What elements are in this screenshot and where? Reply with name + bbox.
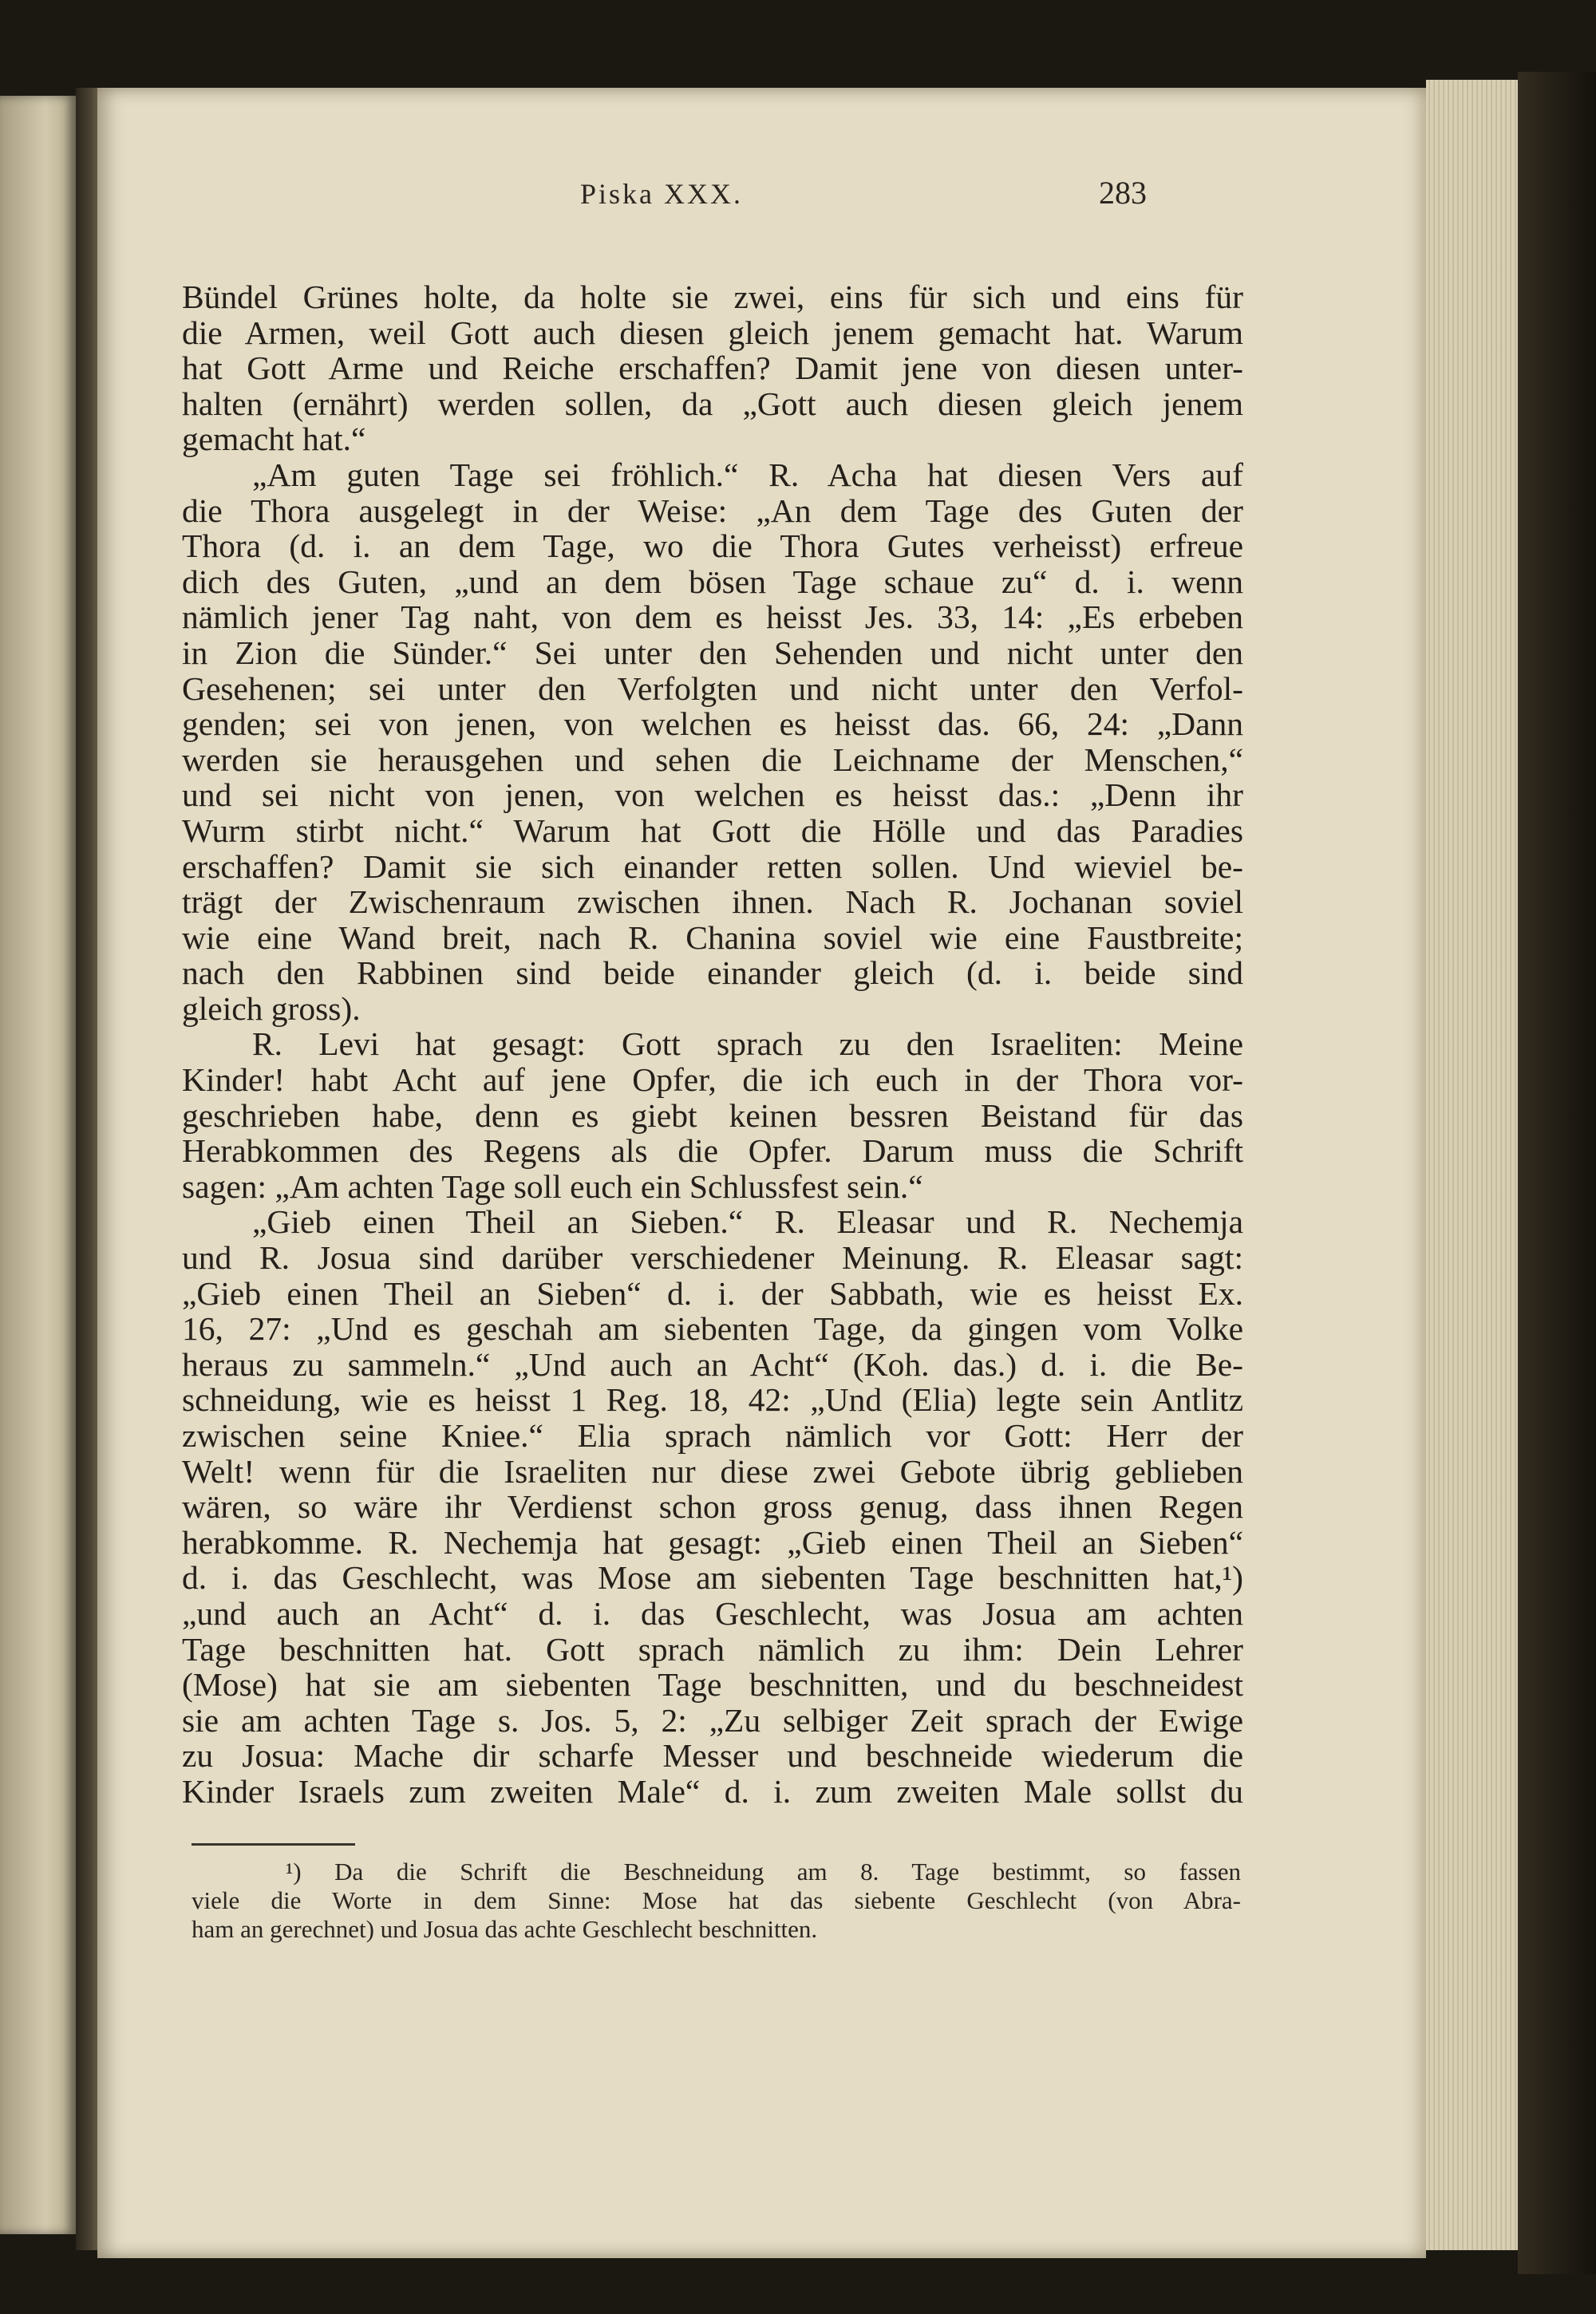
text-line: die Armen, weil Gott auch diesen gleich jenem gemacht hat. Warum: [182, 314, 1243, 351]
text-line: schneidung, wie es heisst 1 Reg. 18, 42: „Und (Elia) legte sein Antlitz: [182, 1381, 1243, 1419]
text-line: Kinder Israels zum zweiten Male“ d. i. zum zweiten Male sollst du: [182, 1772, 1243, 1810]
footnote-line: viele die Worte in dem Sinne: Mose hat das siebente Geschlecht (von Abra-: [192, 1886, 1241, 1914]
text-line: herabkomme. R. Nechemja hat gesagt: „Gieb einen Theil an Sieben“: [182, 1523, 1243, 1561]
footnote-divider: [192, 1843, 355, 1846]
text-line: gleich gross).: [182, 989, 361, 1027]
text-line: zu Josua: Mache dir scharfe Messer und beschneide wiederum die: [182, 1737, 1243, 1775]
text-line: wären, so wäre ihr Verdienst schon gross genug, dass ihnen Regen: [182, 1488, 1243, 1526]
text-line: geschrieben habe, denn es giebt keinen bessren Beistand für das: [182, 1096, 1243, 1134]
text-line: wie eine Wand breit, nach R. Chanina soviel wie eine Faustbreite;: [182, 918, 1243, 956]
book-page: [97, 88, 1426, 2258]
text-line: nämlich jener Tag naht, von dem es heisst Jes. 33, 14: „Es erbeben: [182, 598, 1243, 636]
main-text: [182, 279, 1243, 1810]
text-line: (Mose) hat sie am siebenten Tage beschnitten, und du beschneidest: [182, 1666, 1243, 1704]
text-line: erschaffen? Damit sie sich einander retten sollen. Und wieviel be-: [182, 847, 1243, 885]
text-line: halten (ernährt) werden sollen, da „Gott auch diesen gleich jenem: [182, 385, 1243, 422]
text-line: 16, 27: „Und es geschah am siebenten Tage, da gingen vom Volke: [182, 1310, 1243, 1348]
text-line: Bündel Grünes holte, da holte sie zwei, eins für sich und eins für: [182, 278, 1243, 315]
text-line: Wurm stirbt nicht.“ Warum hat Gott die Hölle und das Paradies: [182, 811, 1243, 849]
text-line: Thora (d. i. an dem Tage, wo die Thora Gutes verheisst) erfreue: [182, 527, 1243, 565]
text-line: hat Gott Arme und Reiche erschaffen? Damit jene von diesen unter-: [182, 349, 1243, 387]
text-line: in Zion die Sünder.“ Sei unter den Sehenden und nicht unter den: [182, 634, 1243, 671]
text-line: werden sie herausgehen und sehen die Leichname der Menschen,“: [182, 740, 1243, 778]
text-line: Gesehenen; sei unter den Verfolgten und nicht unter den Verfol-: [182, 669, 1243, 707]
footnote-line: ¹) Da die Schrift die Beschneidung am 8. Tage bestimmt, so fassen: [286, 1858, 1241, 1886]
text-line: die Thora ausgelegt in der Weise: „An dem Tage des Guten der: [182, 492, 1243, 529]
text-line: sagen: „Am achten Tage soll euch ein Schlussfest sein.“: [182, 1167, 923, 1205]
text-line: Kinder! habt Acht auf jene Opfer, die ich euch in der Thora vor-: [182, 1061, 1243, 1099]
footnote: [192, 1858, 1241, 1944]
text-line: genden; sei von jenen, von welchen es heisst das. 66, 24: „Dann: [182, 705, 1243, 743]
text-line: heraus zu sammeln.“ „Und auch an Acht“ (Koh. das.) d. i. die Be-: [182, 1345, 1243, 1383]
text-line: „Gieb einen Theil an Sieben.“ R. Eleasar und R. Nechemja: [252, 1203, 1243, 1241]
text-line: sie am achten Tage s. Jos. 5, 2: „Zu selbiger Zeit sprach der Ewige: [182, 1701, 1243, 1739]
page-number: 283: [1099, 175, 1147, 211]
page-edges: [1426, 80, 1518, 2250]
text-line: und sei nicht von jenen, von welchen es heisst das.: „Denn ihr: [182, 776, 1243, 814]
text-line: d. i. das Geschlecht, was Mose am siebenten Tage beschnitten hat,¹): [182, 1559, 1243, 1597]
text-line: Tage beschnitten hat. Gott sprach nämlich zu ihm: Dein Lehrer: [182, 1630, 1243, 1668]
text-line: dich des Guten, „und an dem bösen Tage schaue zu“ d. i. wenn: [182, 563, 1243, 600]
text-line: nach den Rabbinen sind beide einander gleich (d. i. beide sind: [182, 954, 1243, 992]
text-line: trägt der Zwischenraum zwischen ihnen. Nach R. Jochanan soviel: [182, 883, 1243, 921]
book-gutter: [76, 88, 100, 2250]
book-cover: [1518, 72, 1596, 2274]
footnote-line: ham an gerechnet) und Josua das achte Geschlecht beschnitten.: [192, 1915, 818, 1943]
text-line: und R. Josua sind darüber verschiedener Meinung. R. Eleasar sagt:: [182, 1239, 1243, 1277]
text-line: „Gieb einen Theil an Sieben“ d. i. der Sabbath, wie es heisst Ex.: [182, 1274, 1243, 1312]
text-line: Welt! wenn für die Israeliten nur diese zwei Gebote übrig geblieben: [182, 1452, 1243, 1490]
text-line: gemacht hat.“: [182, 421, 366, 458]
text-line: „und auch an Acht“ d. i. das Geschlecht, was Josua am achten: [182, 1594, 1243, 1632]
text-line: R. Levi hat gesagt: Gott sprach zu den Israeliten: Meine: [252, 1025, 1243, 1063]
text-line: „Am guten Tage sei fröhlich.“ R. Acha hat diesen Vers auf: [252, 456, 1243, 493]
left-page-edge: [0, 96, 76, 2234]
text-line: zwischen seine Kniee.“ Elia sprach nämlich vor Gott: Herr der: [182, 1417, 1243, 1454]
text-line: Herabkommen des Regens als die Opfer. Darum muss die Schrift: [182, 1132, 1243, 1170]
running-head-title: Piska XXX.: [580, 178, 744, 210]
